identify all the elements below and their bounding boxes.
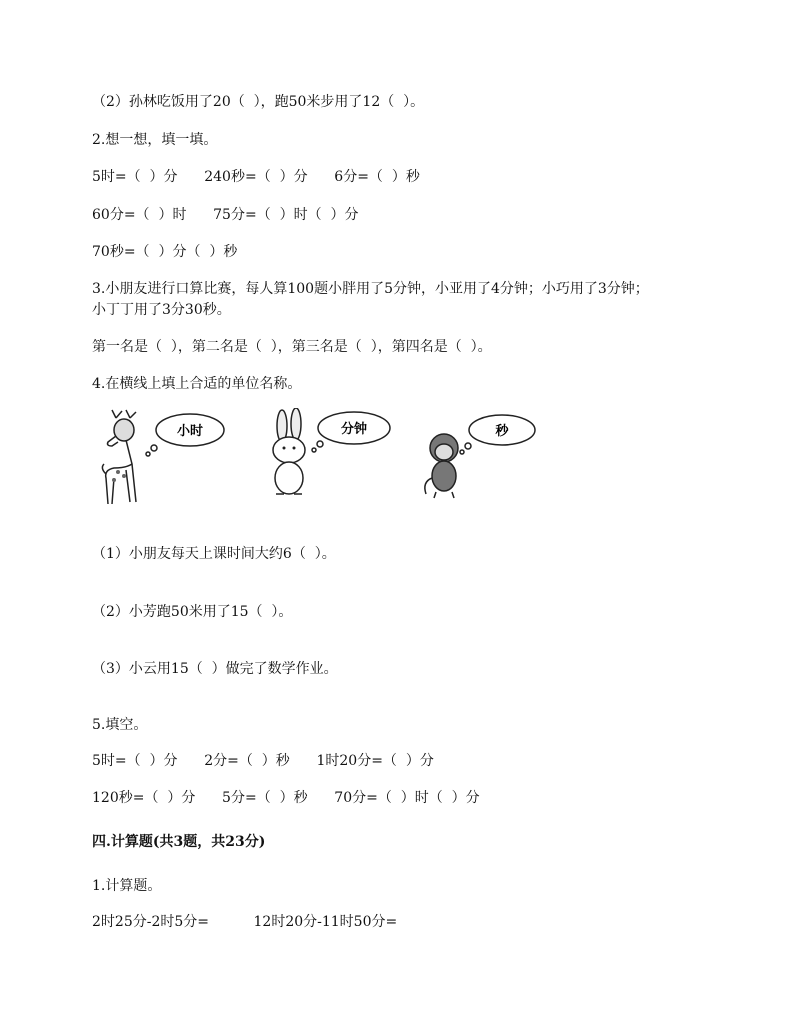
question-heading: 1.计算题。 bbox=[92, 878, 162, 894]
bubble-label: 秒 bbox=[495, 424, 509, 439]
rabbit-illustration bbox=[262, 408, 402, 500]
question-heading: 5.填空。 bbox=[92, 717, 148, 733]
question-line: （2）孙林吃饭用了20（ ），跑50米步用了12（ ）。 bbox=[92, 94, 425, 110]
question-line: 第一名是（ ），第二名是（ ），第三名是（ ），第四名是（ ）。 bbox=[92, 339, 492, 355]
question-line: 5时=（ ）分 240秒=（ ）分 6分=（ ）秒 bbox=[92, 169, 420, 185]
section-heading: 四.计算题(共3题，共23分) bbox=[92, 834, 266, 850]
question-line: 120秒=（ ）分 5分=（ ）秒 70分=（ ）时（ ）分 bbox=[92, 790, 480, 806]
question-heading: 3.小朋友进行口算比赛，每人算100题小胖用了5分钟，小亚用了4分钟；小巧用了3分钟； bbox=[92, 281, 649, 297]
question-line: 小丁丁用了3分30秒。 bbox=[92, 302, 231, 318]
question-line: 60分=（ ）时 75分=（ ）时（ ）分 bbox=[92, 207, 359, 223]
monkey-illustration bbox=[418, 408, 540, 500]
question-line: （1）小朋友每天上课时间大约6（ ）。 bbox=[92, 546, 336, 562]
question-line: 70秒=（ ）分（ ）秒 bbox=[92, 244, 238, 260]
question-line: （2）小芳跑50米用了15（ ）。 bbox=[92, 604, 293, 620]
deer-illustration bbox=[96, 408, 236, 508]
question-line: 2时25分-2时5分= 12时20分-11时50分= bbox=[92, 914, 398, 930]
bubble-label: 分钟 bbox=[340, 422, 368, 437]
question-heading: 4.在横线上填上合适的单位名称。 bbox=[92, 376, 302, 392]
question-heading: 2.想一想，填一填。 bbox=[92, 132, 218, 148]
bubble-label: 小时 bbox=[176, 424, 204, 439]
question-line: （3）小云用15（ ）做完了数学作业。 bbox=[92, 661, 338, 677]
question-line: 5时=（ ）分 2分=（ ）秒 1时20分=（ ）分 bbox=[92, 753, 434, 769]
